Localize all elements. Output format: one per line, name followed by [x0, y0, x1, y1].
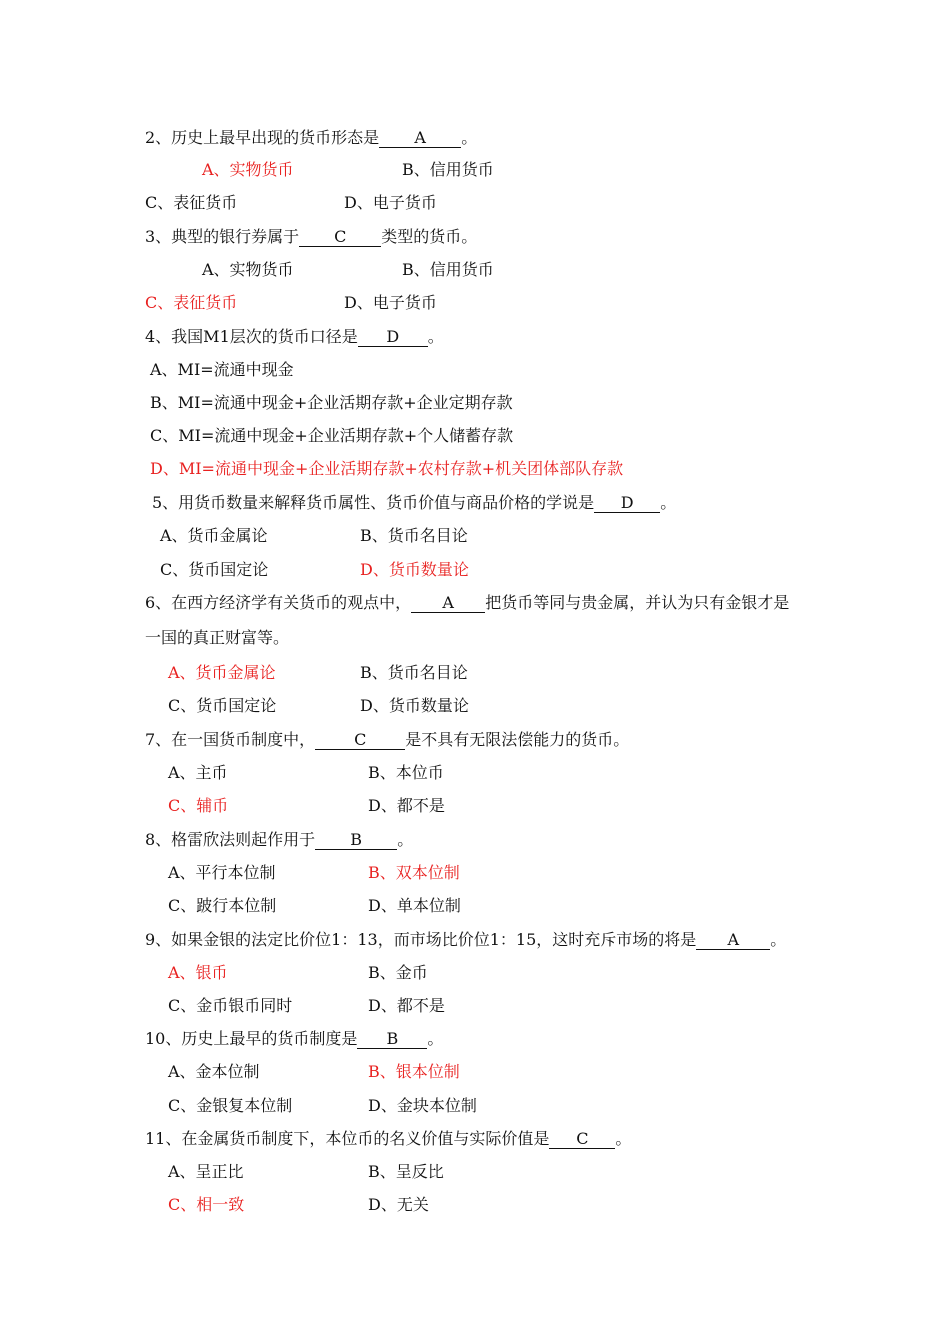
answer-blank: C	[315, 731, 405, 750]
option-a: A、MI=流通中现金	[150, 360, 294, 379]
option-a: A、金本位制	[168, 1062, 260, 1081]
option-a: A、平行本位制	[168, 863, 276, 882]
option-d: D、电子货币	[344, 293, 437, 312]
option-d: D、无关	[368, 1195, 429, 1214]
option-b: B、货币名目论	[360, 526, 468, 545]
question-text: 3、典型的银行券属于	[145, 227, 300, 246]
option-c: C、辅币	[168, 796, 229, 815]
option-d: D、都不是	[368, 796, 445, 815]
option-d: D、都不是	[368, 996, 445, 1015]
question-text: 2、历史上最早出现的货币形态是	[145, 128, 380, 147]
question-5	[152, 493, 676, 513]
option-b: B、金币	[368, 963, 428, 982]
option-d: D、电子货币	[344, 193, 437, 212]
option-b: B、呈反比	[368, 1162, 444, 1181]
option-a: A、呈正比	[168, 1162, 244, 1181]
option-c: C、相一致	[168, 1195, 245, 1214]
option-c: C、货币国定论	[168, 696, 277, 715]
question-text: 。	[660, 493, 677, 512]
question-text: 9、如果金银的法定比价位1：13，而市场比价位1：15，这时充斥市场的将是	[145, 930, 697, 949]
option-b: B、双本位制	[368, 863, 460, 882]
question-text: 是不具有无限法偿能力的货币。	[405, 730, 630, 749]
answer-blank: B	[357, 1030, 427, 1049]
question-text: 8、格雷欣法则起作用于	[145, 830, 316, 849]
option-b: B、信用货币	[402, 260, 494, 279]
answer-blank: D	[594, 494, 660, 513]
answer-blank: C	[299, 228, 381, 247]
option-b: B、MI=流通中现金+企业活期存款+企业定期存款	[150, 393, 513, 412]
question-text: 4、我国M1层次的货币口径是	[145, 327, 358, 346]
question-6-continued: 一国的真正财富等。	[145, 628, 290, 647]
option-a: A、货币金属论	[160, 526, 268, 545]
question-4	[145, 327, 444, 347]
answer-blank: A	[379, 129, 461, 148]
question-text: 7、在一国货币制度中，	[145, 730, 316, 749]
question-text: 。	[770, 930, 787, 949]
question-text: 10、历史上最早的货币制度是	[145, 1029, 358, 1048]
question-text: 。	[615, 1129, 632, 1148]
question-text: 。	[397, 830, 414, 849]
option-c: C、表征货币	[145, 293, 238, 312]
question-text: 11、在金属货币制度下，本位币的名义价值与实际价值是	[145, 1129, 550, 1148]
question-text: 把货币等同与贵金属，并认为只有金银才是	[485, 593, 790, 612]
question-text: 类型的货币。	[381, 227, 478, 246]
answer-blank: C	[549, 1130, 615, 1149]
option-c: C、金币银币同时	[168, 996, 293, 1015]
option-c: C、金银复本位制	[168, 1096, 293, 1115]
question-10	[145, 1029, 443, 1049]
option-d: D、货币数量论	[360, 696, 469, 715]
question-text: 。	[461, 128, 478, 147]
question-2	[145, 128, 477, 148]
option-c: C、MI=流通中现金+企业活期存款+个人储蓄存款	[150, 426, 514, 445]
option-b: B、本位币	[368, 763, 444, 782]
question-7	[145, 730, 629, 750]
option-d: D、单本位制	[368, 896, 461, 915]
option-c: C、货币国定论	[160, 560, 269, 579]
question-text: 6、在西方经济学有关货币的观点中，	[145, 593, 412, 612]
option-b: B、银本位制	[368, 1062, 460, 1081]
option-a: A、实物货币	[202, 260, 294, 279]
option-a: A、实物货币	[202, 160, 294, 179]
option-d: D、MI=流通中现金+企业活期存款+农村存款+机关团体部队存款	[150, 459, 624, 478]
question-text: 。	[427, 327, 444, 346]
option-b: B、货币名目论	[360, 663, 468, 682]
question-11	[145, 1129, 631, 1149]
option-c: C、跛行本位制	[168, 896, 277, 915]
answer-blank: A	[411, 594, 485, 613]
question-text: 5、用货币数量来解释货币属性、货币价值与商品价格的学说是	[152, 493, 595, 512]
option-a: A、银币	[168, 963, 228, 982]
question-8	[145, 830, 413, 850]
option-d: D、金块本位制	[368, 1096, 477, 1115]
option-b: B、信用货币	[402, 160, 494, 179]
option-a: A、主币	[168, 763, 228, 782]
answer-blank: B	[315, 831, 397, 850]
answer-blank: D	[358, 328, 428, 347]
option-d: D、货币数量论	[360, 560, 469, 579]
question-6	[145, 593, 789, 613]
option-c: C、表征货币	[145, 193, 238, 212]
question-3	[145, 227, 477, 247]
answer-blank: A	[696, 931, 770, 950]
option-a: A、货币金属论	[168, 663, 276, 682]
question-9	[145, 930, 786, 950]
question-text: 。	[427, 1029, 444, 1048]
